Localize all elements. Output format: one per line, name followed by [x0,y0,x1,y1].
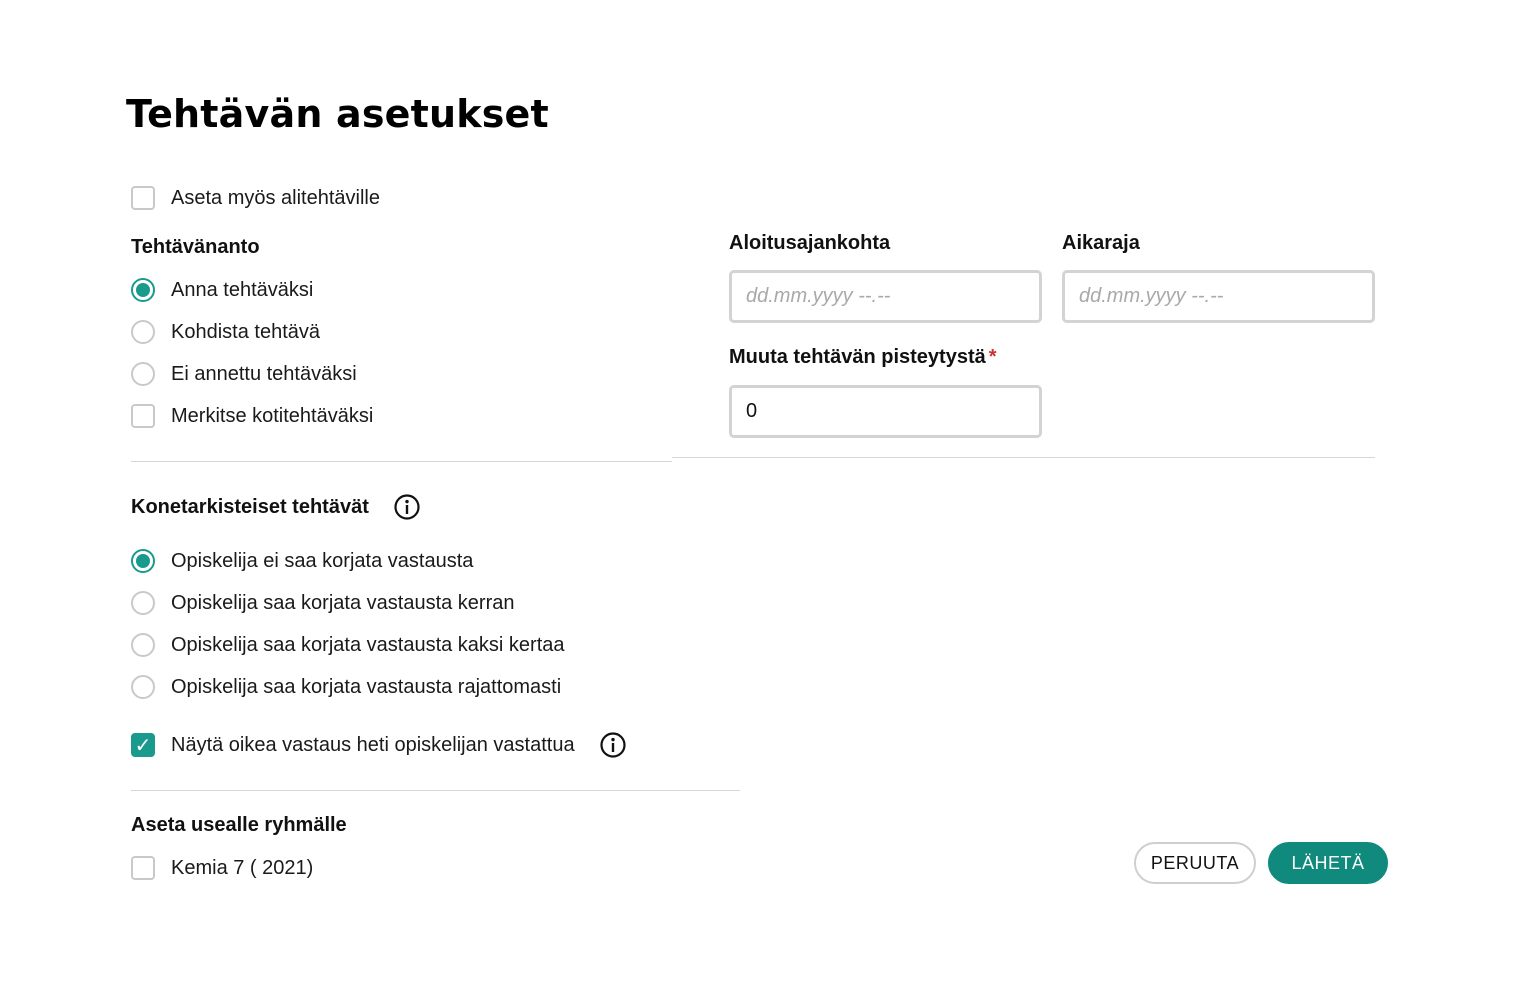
divider [131,461,672,462]
show-answer-option[interactable] [131,731,627,759]
assignment-option-assign[interactable] [131,278,313,302]
assignment-option-not-assigned[interactable] [131,362,357,386]
homework-checkbox[interactable] [131,404,155,428]
check-icon: ✓ [134,733,152,757]
start-date-label: Aloitusajankohta [729,232,891,254]
assignment-heading: Tehtävänanto [131,236,260,258]
auto-graded-option-no-fix[interactable] [131,549,473,573]
homework-option[interactable] [131,404,373,428]
page-title: Tehtävän asetukset [126,92,549,136]
deadline-label: Aikaraja [1062,232,1140,254]
assign-radio[interactable] [131,278,155,302]
assignment-option-target[interactable] [131,320,320,344]
not-assigned-radio[interactable] [131,362,155,386]
start-date-input[interactable] [729,270,1042,323]
auto-graded-option-twice[interactable] [131,633,565,657]
no-fix-radio[interactable] [131,549,155,573]
assignment-option-label: Ei annettu tehtäväksi [171,362,357,385]
auto-graded-option-unlimited[interactable] [131,675,561,699]
divider [131,790,740,791]
subtasks-checkbox[interactable] [131,186,155,210]
show-answer-label: Näytä oikea vastaus heti opiskelijan vastattua [171,733,575,756]
info-icon[interactable] [393,493,421,521]
auto-graded-heading: Konetarkisteiset tehtävät [131,495,369,518]
group-item[interactable] [131,856,313,880]
group-checkbox[interactable] [131,856,155,880]
target-radio[interactable] [131,320,155,344]
scoring-label [729,346,997,369]
required-mark: * [988,346,997,368]
submit-button[interactable]: LÄHETÄ [1268,842,1388,884]
subtasks-label: Aseta myös alitehtäville [171,186,380,209]
twice-radio[interactable] [131,633,155,657]
auto-graded-option-label: Opiskelija saa korjata vastausta kerran [171,591,515,614]
deadline-input[interactable] [1062,270,1375,323]
assignment-option-label: Anna tehtäväksi [171,278,314,301]
subtasks-option[interactable] [131,186,380,210]
assignment-option-label: Kohdista tehtävä [171,320,320,343]
scoring-input[interactable] [729,385,1042,438]
homework-label: Merkitse kotitehtäväksi [171,404,374,427]
unlimited-radio[interactable] [131,675,155,699]
show-answer-checkbox[interactable] [131,733,155,757]
groups-heading: Aseta usealle ryhmälle [131,814,347,836]
auto-graded-header [131,493,421,521]
auto-graded-option-once[interactable] [131,591,515,615]
group-label: Kemia 7 ( 2021) [171,856,314,879]
auto-graded-option-label: Opiskelija ei saa korjata vastausta [171,549,474,572]
info-icon[interactable] [599,731,627,759]
once-radio[interactable] [131,591,155,615]
scoring-label-text: Muuta tehtävän pisteytystä [729,346,986,368]
divider [672,457,1375,458]
auto-graded-option-label: Opiskelija saa korjata vastausta rajattomasti [171,675,562,698]
auto-graded-option-label: Opiskelija saa korjata vastausta kaksi kertaa [171,633,565,656]
cancel-button[interactable]: PERUUTA [1134,842,1256,884]
